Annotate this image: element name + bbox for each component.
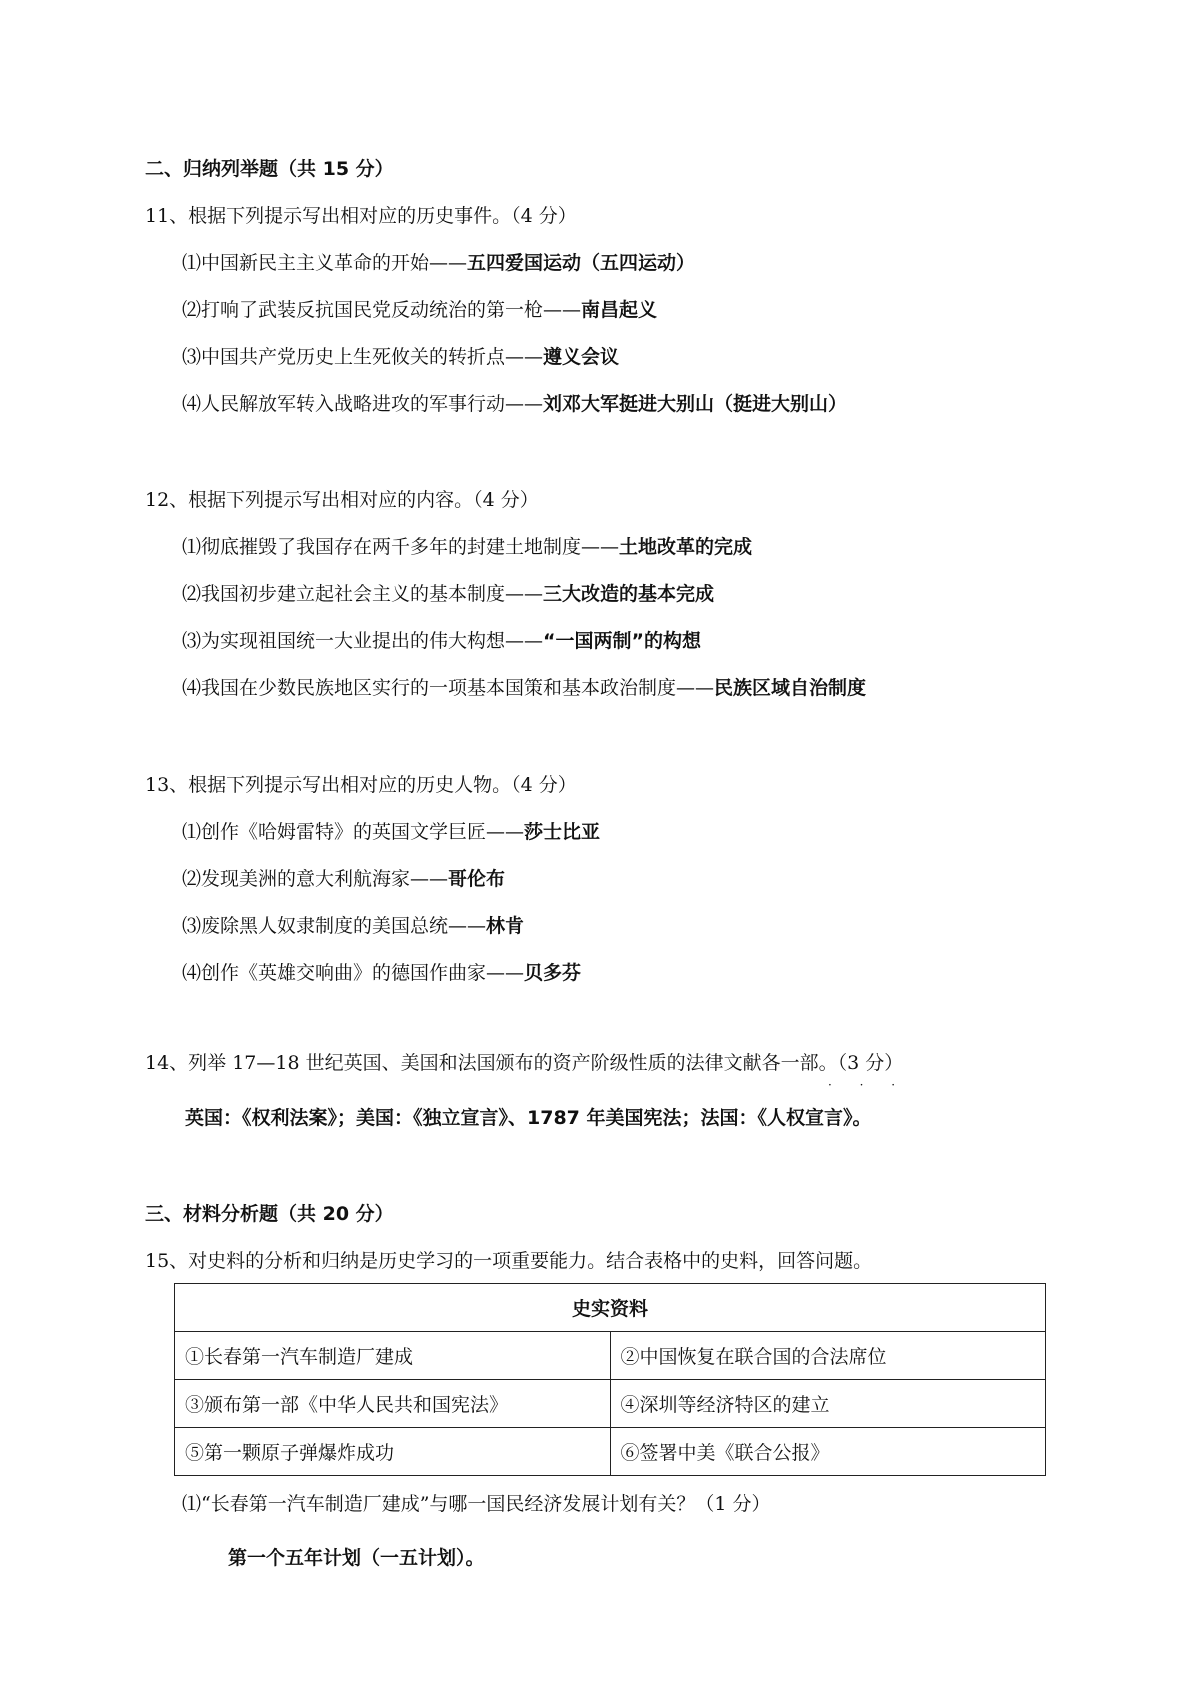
q11-item-4: ⑷人民解放军转入战略进攻的军事行动——刘邓大军挺进大别山（挺进大别山）	[182, 393, 848, 415]
q12-answer-2: 三大改造的基本完成	[543, 583, 715, 605]
emphasis-dots: · · ·	[828, 1078, 908, 1092]
q11-stem: 11、根据下列提示写出相对应的历史事件。（4 分）	[145, 205, 577, 227]
q12-answer-3: “一国两制”的构想	[543, 630, 701, 652]
table-cell: ①长春第一汽车制造厂建成	[175, 1332, 611, 1380]
q13-answer-2: 哥伦布	[448, 868, 506, 890]
q15-sub1-question: ⑴“长春第一汽车制造厂建成”与哪一国民经济发展计划有关？（1 分）	[182, 1493, 771, 1515]
q13-stem: 13、根据下列提示写出相对应的历史人物。（4 分）	[145, 774, 577, 796]
q12-answer-1: 土地改革的完成	[619, 536, 753, 558]
q12-stem: 12、根据下列提示写出相对应的内容。（4 分）	[145, 489, 539, 511]
q13-item-1: ⑴创作《哈姆雷特》的英国文学巨匠——莎士比亚	[182, 821, 601, 843]
table-row	[175, 1380, 1046, 1428]
q13-item-4: ⑷创作《英雄交响曲》的德国作曲家——贝多芬	[182, 962, 582, 984]
q14-stem: 14、列举 17—18 世纪英国、美国和法国颁布的资产阶级性质的法律文献各一部。（3 分）	[145, 1052, 904, 1074]
q11-answer-1: 五四爱国运动（五四运动）	[467, 252, 696, 274]
q12-item-4: ⑷我国在少数民族地区实行的一项基本国策和基本政治制度——民族区域自治制度	[182, 677, 867, 699]
q11-item-3: ⑶中国共产党历史上生死攸关的转折点——遵义会议	[182, 346, 620, 368]
table-row	[175, 1428, 1046, 1476]
q13-item-3: ⑶废除黑人奴隶制度的美国总统——林肯	[182, 915, 525, 937]
q15-sub1-answer: 第一个五年计划（一五计划）。	[228, 1547, 485, 1569]
q11-item-2: ⑵打响了武装反抗国民党反动统治的第一枪——南昌起义	[182, 299, 658, 321]
q11-item-1: ⑴中国新民主主义革命的开始——五四爱国运动（五四运动）	[182, 252, 696, 274]
table-cell: ③颁布第一部《中华人民共和国宪法》	[175, 1380, 611, 1428]
table-row	[175, 1332, 1046, 1380]
section-3-heading: 三、材料分析题（共 20 分）	[145, 1203, 394, 1225]
facts-table	[174, 1283, 1046, 1476]
table-cell: ⑤第一颗原子弹爆炸成功	[175, 1428, 611, 1476]
q12-item-3: ⑶为实现祖国统一大业提出的伟大构想——“一国两制”的构想	[182, 630, 701, 652]
q11-answer-4: 刘邓大军挺进大别山（挺进大别山）	[543, 393, 848, 415]
q13-item-2: ⑵发现美洲的意大利航海家——哥伦布	[182, 868, 506, 890]
table-cell: ④深圳等经济特区的建立	[610, 1380, 1046, 1428]
q14-answer: 英国：《权利法案》；美国：《独立宣言》、1787 年美国宪法；法国：《人权宣言》。	[185, 1107, 872, 1129]
q13-answer-4: 贝多芬	[524, 962, 582, 984]
q12-item-2: ⑵我国初步建立起社会主义的基本制度——三大改造的基本完成	[182, 583, 715, 605]
q11-answer-2: 南昌起义	[581, 299, 658, 321]
table-header: 史实资料	[175, 1284, 1046, 1332]
q13-answer-1: 莎士比亚	[524, 821, 601, 843]
q12-answer-4: 民族区域自治制度	[714, 677, 867, 699]
q13-answer-3: 林肯	[486, 915, 525, 937]
table-cell: ②中国恢复在联合国的合法席位	[610, 1332, 1046, 1380]
q11-answer-3: 遵义会议	[543, 346, 620, 368]
section-2-heading: 二、归纳列举题（共 15 分）	[145, 158, 394, 180]
q12-item-1: ⑴彻底摧毁了我国存在两千多年的封建土地制度——土地改革的完成	[182, 536, 753, 558]
table-header-row	[175, 1284, 1046, 1332]
q15-stem: 15、对史料的分析和归纳是历史学习的一项重要能力。结合表格中的史料，回答问题。	[145, 1250, 873, 1272]
table-cell: ⑥签署中美《联合公报》	[610, 1428, 1046, 1476]
